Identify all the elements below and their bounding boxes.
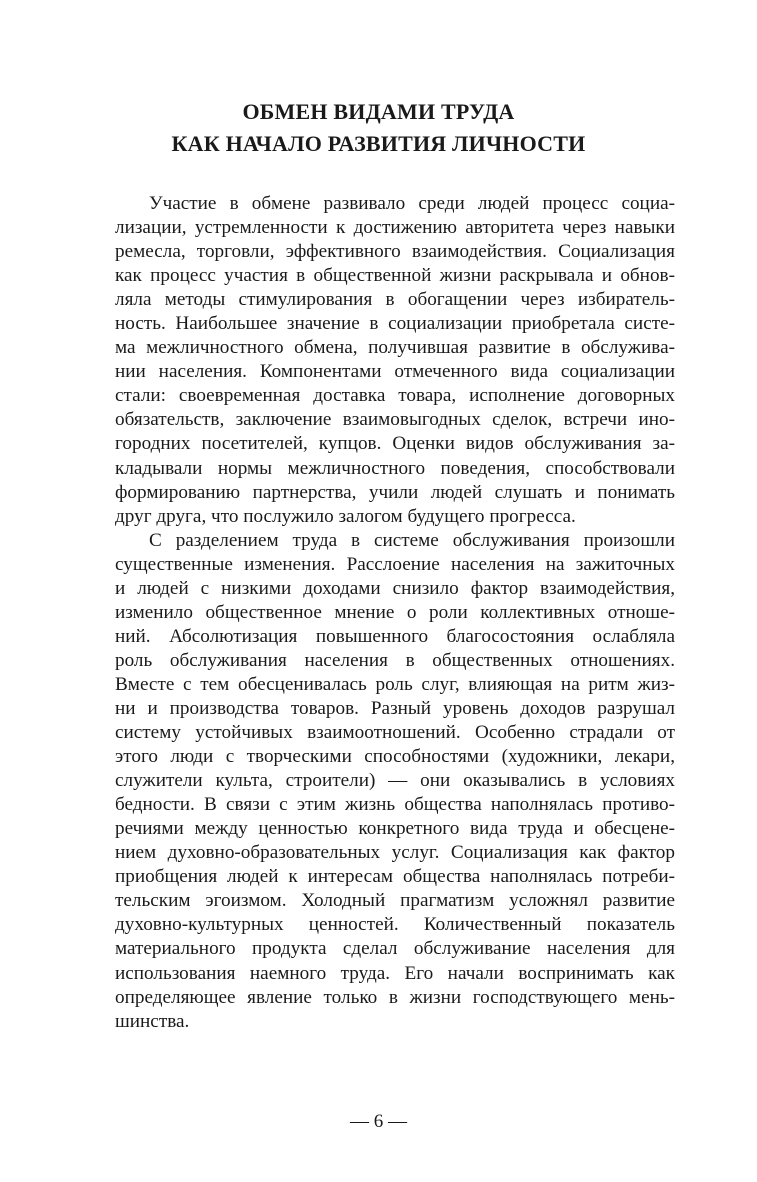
text-line: С разделением труда в системе обслуживания произошли [149,529,675,551]
body-text [115,192,675,1034]
text-line: бедности. В связи с этим жизнь общества наполнялась противо- [115,794,675,816]
text-line: определяющее явление только в жизни господствующего мень- [115,986,675,1008]
chapter-title-line-2: КАК НАЧАЛО РАЗВИТИЯ ЛИЧНОСТИ [171,131,586,156]
text-line: служители культа, строители) — они оказывались в условиях [115,770,675,792]
text-line: систему устойчивых взаимоотношений. Особенно страдали от [115,722,675,744]
text-line: стали: своевременная доставка товара, исполнение договорных [115,385,675,407]
text-line: ний. Абсолютизация повышенного благосостояния ослабляла [115,625,675,647]
text-line: кладывали нормы межличностного поведения, способствовали [115,457,675,479]
text-line: Вместе с тем обесценивалась роль слуг, влияющая на ритм жиз- [115,673,675,695]
text-line: изменило общественное мнение о роли коллективных отноше- [115,601,675,623]
text-line: ность. Наибольшее значение в социализации приобретала систе- [115,313,675,335]
text-line: духовно-культурных ценностей. Количественный показатель [115,914,675,936]
text-line: использования наемного труда. Его начали воспринимать как [115,962,675,984]
text-line: Участие в обмене развивало среди людей процесс социа- [149,193,675,214]
paragraph [115,529,675,1034]
text-line: существенные изменения. Расслоение населения на зажиточных [115,553,675,575]
text-line: ремесла, торговли, эффективного взаимодействия. Социализация [115,241,675,263]
text-line: материального продукта сделал обслуживание населения для [115,938,675,960]
text-line: друг друга, что послужило залогом будущего прогресса. [115,505,576,527]
text-line: и людей с низкими доходами снизило фактор взаимодействия, [115,577,675,599]
text-line: ма межличностного обмена, получившая развитие в обслужива- [115,337,675,359]
text-line: нии населения. Компонентами отмеченного вида социализации [115,361,675,383]
page-number: — 6 — [350,1111,407,1132]
text-line: роль обслуживания населения в общественных отношениях. [115,649,675,671]
text-line: шинства. [115,1010,190,1032]
chapter-title-line-1: ОБМЕН ВИДАМИ ТРУДА [242,99,515,124]
text-line: нием духовно-образовательных услуг. Социализация как фактор [115,842,675,864]
text-line: ни и производства товаров. Разный уровень доходов разрушал [115,697,675,719]
text-line: формированию партнерства, учили людей слушать и понимать [115,481,675,503]
text-line: обязательств, заключение взаимовыгодных сделок, встречи ино- [115,409,675,431]
text-line: городних посетителей, купцов. Оценки видов обслуживания за- [115,433,675,455]
text-line: приобщения людей к интересам общества наполнялась потреби- [115,866,675,888]
paragraph [115,192,675,529]
text-line: тельским эгоизмом. Холодный прагматизм усложнял развитие [115,890,675,912]
text-line: как процесс участия в общественной жизни раскрывала и обнов- [115,265,675,287]
text-line: речиями между ценностью конкретного вида труда и обесцене- [115,818,675,840]
text-line: лизации, устремленности к достижению авторитета через навыки [115,217,675,239]
text-line: этого люди с творческими способностями (художники, лекари, [115,746,675,768]
text-line: ляла методы стимулирования в обогащении через избиратель- [115,289,675,311]
